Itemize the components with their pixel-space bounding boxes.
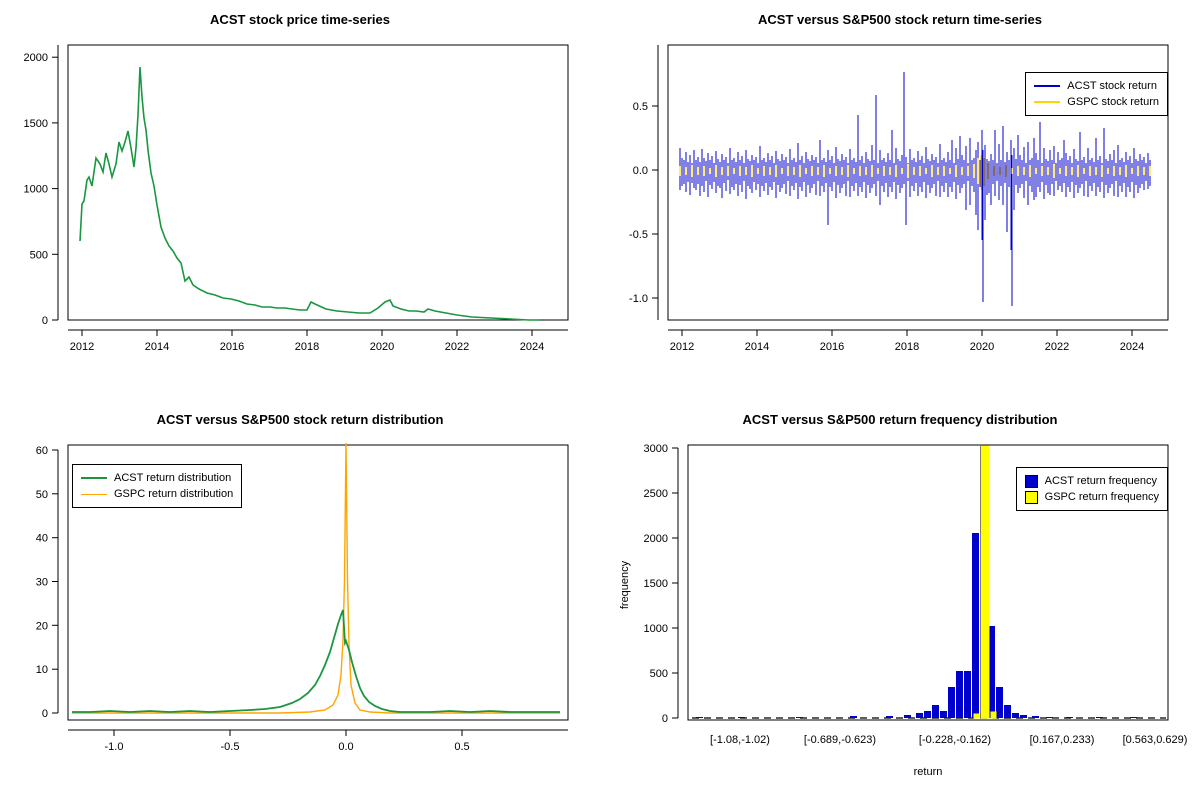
svg-text:2024: 2024 [519, 341, 545, 353]
svg-text:-0.5: -0.5 [220, 741, 240, 753]
legend-label: GSPC return frequency [1044, 491, 1159, 503]
legend-label: ACST return distribution [114, 472, 232, 484]
legend-label: GSPC stock return [1067, 96, 1159, 108]
svg-text:0.0: 0.0 [632, 165, 648, 177]
svg-text:2014: 2014 [144, 341, 170, 353]
svg-text:2024: 2024 [1119, 341, 1145, 353]
return-series-svg [600, 0, 1200, 400]
svg-text:50: 50 [35, 488, 48, 501]
legend-label: ACST stock return [1067, 80, 1157, 92]
svg-text:[0.167,0.233): [0.167,0.233) [1029, 734, 1095, 746]
legend-item [1034, 94, 1159, 110]
svg-text:20: 20 [35, 620, 48, 633]
panel-title: ACST versus S&P500 stock return distribution [156, 412, 444, 427]
svg-text:30: 30 [35, 576, 48, 589]
svg-text:[-0.689,-0.623): [-0.689,-0.623) [803, 734, 877, 746]
svg-text:0: 0 [661, 713, 668, 725]
legend-item [81, 470, 233, 486]
svg-text:2022: 2022 [444, 341, 470, 353]
legend-line-icon [1034, 101, 1060, 103]
svg-text:-1.0: -1.0 [104, 741, 124, 753]
svg-text:1000: 1000 [643, 623, 668, 635]
legend-item [1025, 489, 1159, 505]
legend-line-icon [81, 494, 107, 495]
price-series-svg [0, 0, 600, 400]
svg-text:2012: 2012 [69, 341, 95, 353]
svg-text:2016: 2016 [219, 341, 245, 353]
svg-text:1500: 1500 [643, 578, 668, 590]
legend-item [81, 486, 233, 502]
svg-text:60: 60 [35, 445, 48, 457]
svg-text:1000: 1000 [23, 183, 48, 196]
legend-line-icon [1034, 85, 1060, 87]
panel-title: ACST versus S&P500 return frequency distribution [742, 412, 1058, 427]
svg-text:2018: 2018 [894, 341, 920, 353]
legend-label: GSPC return distribution [114, 488, 234, 500]
svg-text:0.5: 0.5 [632, 101, 648, 113]
panel-price-series [0, 0, 600, 400]
return-density-svg [0, 400, 600, 800]
svg-text:[-0.228,-0.162): [-0.228,-0.162) [918, 734, 992, 746]
svg-text:[0.563,0.629): [0.563,0.629) [1122, 734, 1188, 746]
panel-title: ACST stock price time-series [210, 12, 390, 27]
panel-return-series [600, 0, 1200, 400]
svg-text:500: 500 [649, 668, 668, 680]
svg-text:0.5: 0.5 [454, 741, 470, 753]
legend-label: ACST return frequency [1044, 475, 1157, 487]
svg-text:2022: 2022 [1044, 341, 1070, 353]
svg-text:2000: 2000 [23, 52, 48, 65]
svg-text:10: 10 [35, 664, 48, 677]
svg-text:2012: 2012 [669, 341, 695, 353]
svg-text:[-1.08,-1.02): [-1.08,-1.02) [710, 734, 770, 746]
legend-item [1025, 473, 1159, 489]
svg-text:3000: 3000 [643, 443, 668, 455]
legend-return-series [1025, 72, 1168, 116]
svg-text:0.0: 0.0 [338, 741, 354, 753]
svg-text:2018: 2018 [294, 341, 320, 353]
svg-text:0: 0 [41, 708, 48, 720]
svg-text:1500: 1500 [23, 117, 48, 130]
legend-item [1034, 78, 1159, 94]
x-axis-title: return [913, 766, 943, 778]
panel-title: ACST versus S&P500 stock return time-series [758, 12, 1042, 27]
svg-text:2020: 2020 [369, 341, 395, 353]
svg-text:2500: 2500 [643, 488, 668, 500]
legend-swatch-icon [1025, 475, 1038, 488]
svg-text:-1.0: -1.0 [629, 293, 648, 305]
svg-text:40: 40 [35, 532, 48, 545]
legend-return-frequency [1016, 467, 1168, 511]
panel-return-frequency [600, 400, 1200, 800]
return-frequency-svg [600, 400, 1200, 800]
y-axis-title: frequency [619, 560, 631, 610]
legend-swatch-icon [1025, 491, 1038, 504]
svg-text:0: 0 [41, 315, 48, 327]
svg-text:-0.5: -0.5 [629, 229, 648, 241]
legend-return-density [72, 464, 242, 508]
legend-line-icon [81, 477, 107, 479]
svg-text:2020: 2020 [969, 341, 995, 353]
svg-text:2016: 2016 [819, 341, 845, 353]
svg-text:2000: 2000 [643, 533, 668, 545]
svg-text:500: 500 [29, 249, 48, 262]
svg-text:2014: 2014 [744, 341, 770, 353]
panel-return-density [0, 400, 600, 800]
